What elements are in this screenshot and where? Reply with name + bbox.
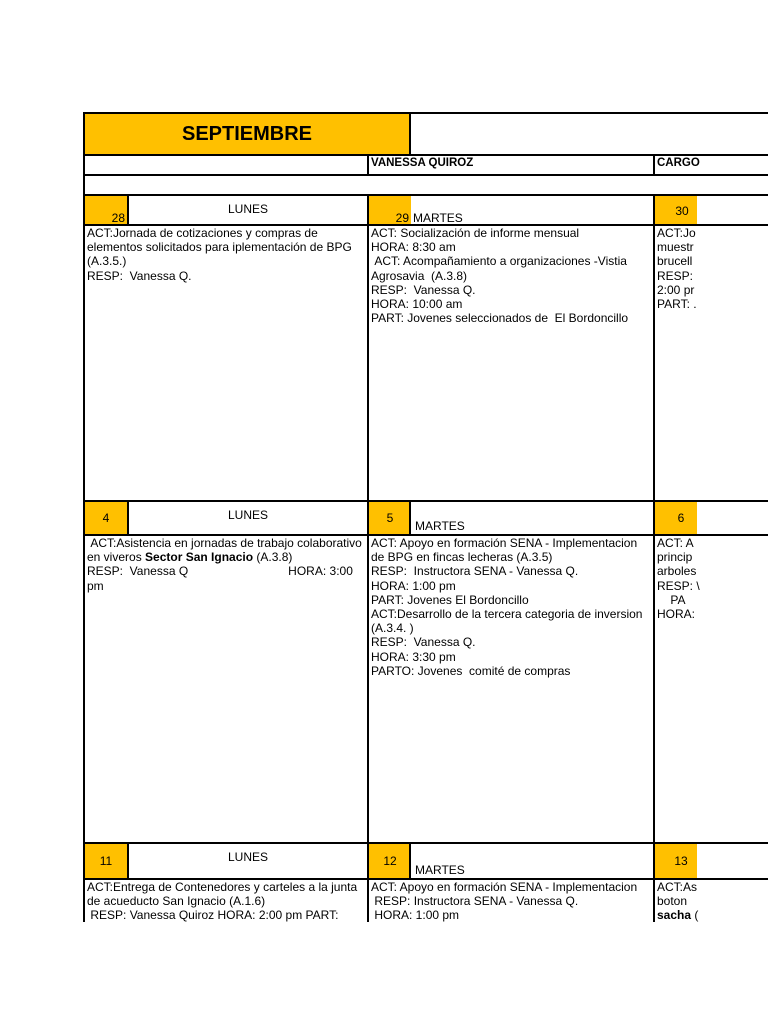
- cargo-label: CARGO: [653, 154, 768, 176]
- day-number: 29: [367, 196, 411, 226]
- day-number: 13: [653, 844, 697, 878]
- activity-text-bold: Sector San Ignacio: [145, 550, 254, 565]
- activity-text: (A.3.8) RESP: Vanessa Q HORA: 3:00 pm: [87, 550, 353, 593]
- day-label: LUNES: [127, 196, 367, 226]
- grid-line-left: [83, 194, 85, 922]
- day-number: 11: [85, 844, 127, 878]
- day-number: 6: [653, 502, 697, 534]
- activity-content: ACT:Jornada de cotizaciones y compras de elementos solicitados para iplementación de BPG (A.3.5.) RESP: Vanessa Q.: [87, 226, 352, 283]
- activity-content: [655, 880, 768, 922]
- day-number: 30: [653, 196, 697, 226]
- activity-content: ACT: Apoyo en formación SENA - Implementacion RESP: Instructora SENA - Vanessa Q. HORA: 1:00 pm: [371, 880, 638, 922]
- day-number: 12: [367, 844, 411, 878]
- day-label: MARTES: [409, 502, 653, 534]
- spacer-row: [83, 174, 768, 196]
- activity-content: ACT:Entrega de Contenedores y carteles a la junta de acueducto San Ignacio (A.1.6) RESP: Vanessa Quiroz HORA: 2:00 pm PART:: [87, 880, 358, 922]
- activity-content: [85, 536, 365, 840]
- grid-line-col3: [653, 194, 655, 922]
- day-number: 5: [367, 502, 411, 534]
- day-number: 4: [85, 502, 127, 534]
- month-title: SEPTIEMBRE: [83, 112, 411, 155]
- grid-line-col2: [367, 194, 369, 922]
- title-blank-cell: [409, 112, 768, 155]
- activity-text: (: [691, 908, 699, 922]
- activity-content: ACT:Jo muestr brucell RESP: 2:00 pr PART: .: [657, 226, 697, 312]
- activity-text-bold: sacha: [657, 908, 692, 922]
- day-label: MARTES: [409, 844, 653, 878]
- day-number: 28: [83, 196, 127, 226]
- day-label: MARTES: [413, 211, 463, 225]
- activity-text: ACT:As boton: [657, 880, 698, 909]
- name-row-blank-cell: [83, 154, 369, 176]
- activity-content: ACT: Socialización de informe mensual HORA: 8:30 am ACT: Acompañamiento a organizaciones -Vistia Agrosavia (A.3.8) RESP: Vanessa Q. HORA: 10:00 am PART: Jovenes seleccionados de El Bordoncillo: [371, 226, 629, 326]
- activity-content: ACT: A princip arboles RESP: \ PA HORA:: [657, 536, 700, 622]
- activity-text: ACT:Asistencia en jornadas de trabajo colaborativo en viveros: [87, 536, 365, 565]
- activity-content: ACT: Apoyo en formación SENA - Implementacion de BPG en fincas lecheras (A.3.5) RESP: Instructora SENA - Vanessa Q. HORA: 1:00 pm PART: Jovenes El Bordoncillo ACT:Desarrollo de la tercera categoria de inversion (A.3.4. ) RESP: Vanessa Q. HORA: 3:30 pm PARTO: Jovenes comité de compras: [371, 536, 643, 678]
- day-label: LUNES: [127, 844, 367, 878]
- day-label: LUNES: [127, 502, 367, 534]
- person-name: VANESSA QUIROZ: [367, 154, 655, 176]
- page-bottom-margin: [0, 922, 768, 1024]
